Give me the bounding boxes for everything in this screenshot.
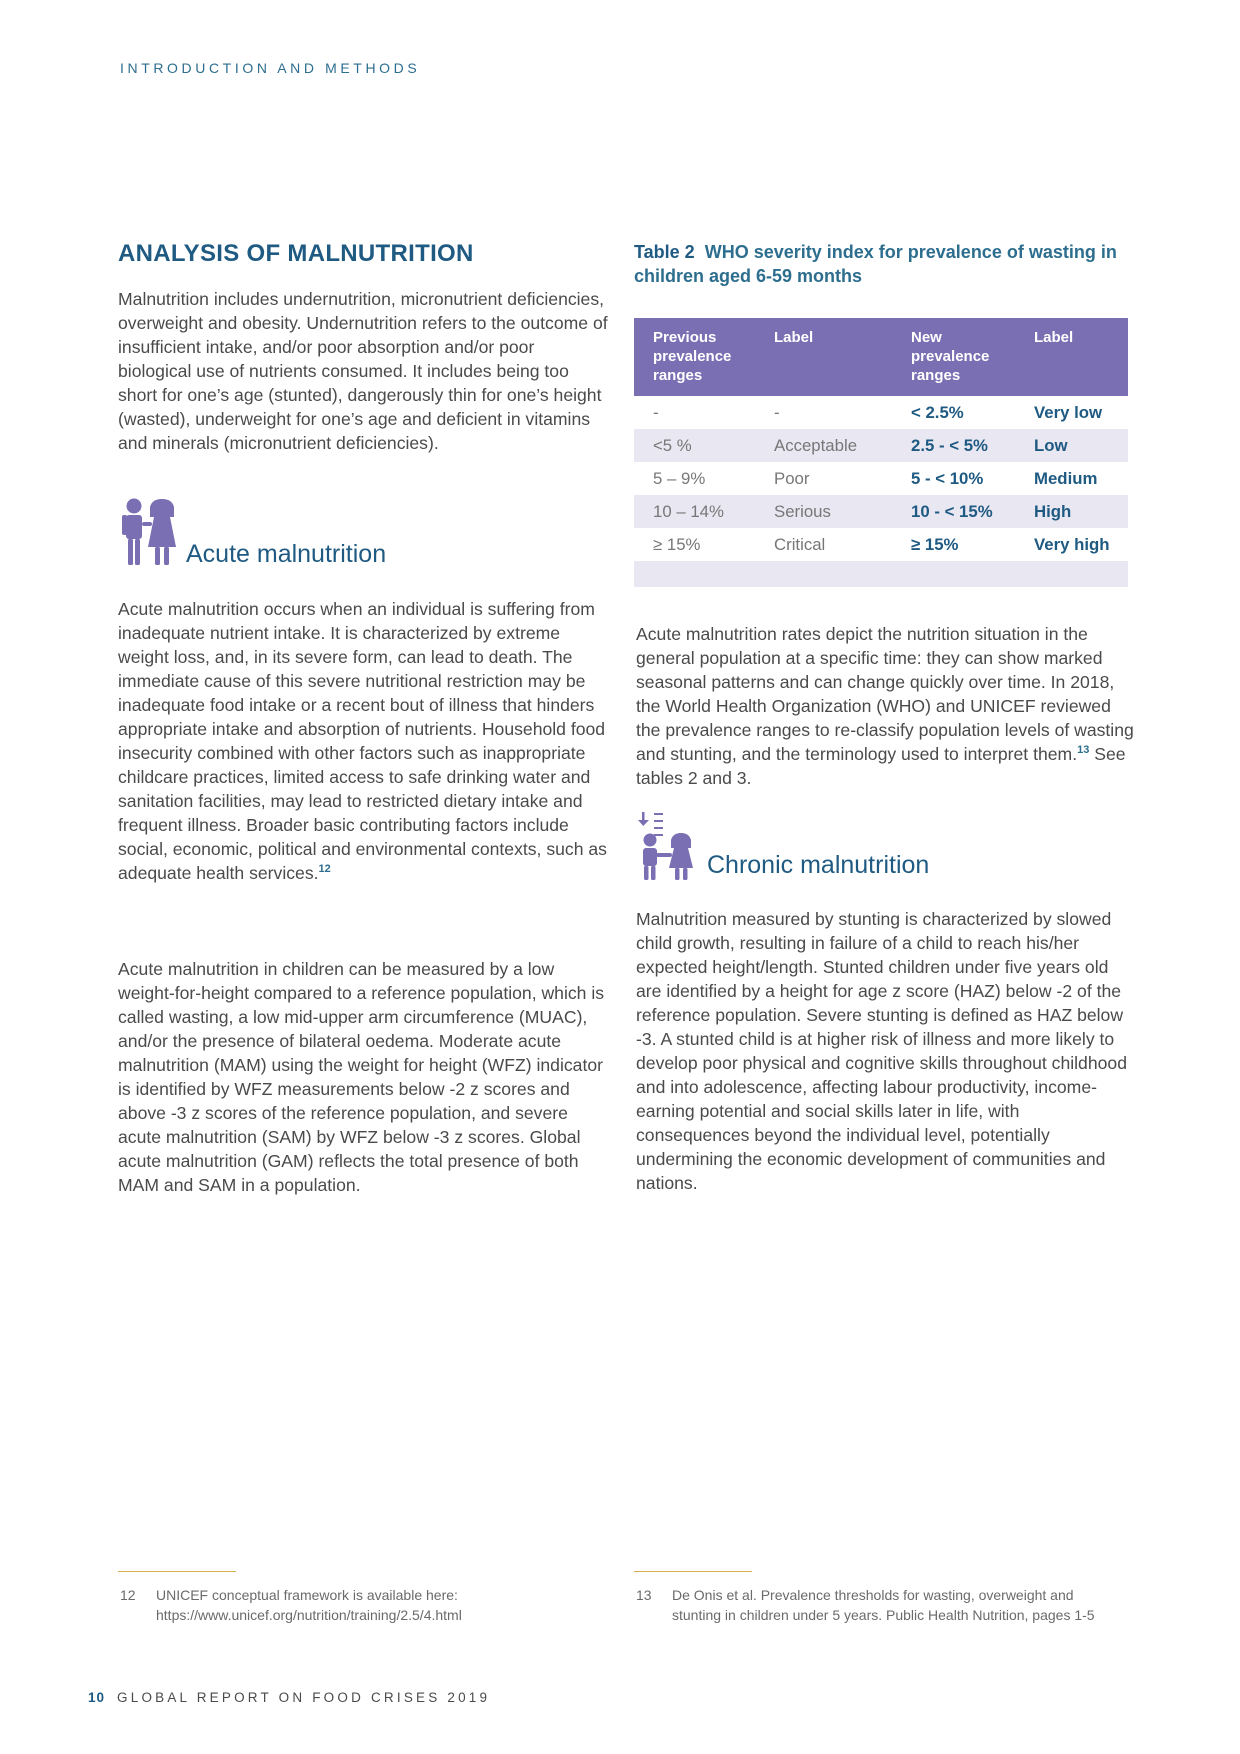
table-footer-row — [634, 561, 1128, 587]
table-caption: WHO severity index for prevalence of wasting in children aged 6-59 months — [634, 242, 1117, 286]
footnote-rule-left — [118, 1571, 236, 1572]
col-header-label: Label — [755, 318, 892, 396]
running-head: INTRODUCTION AND METHODS — [120, 60, 421, 76]
cell-label: Poor — [774, 468, 810, 488]
page-footer — [88, 1690, 490, 1705]
cell-label-2: Medium — [1034, 468, 1098, 488]
page-number: 10 — [88, 1690, 106, 1705]
cell-new: ≥ 15% — [911, 534, 959, 554]
cell-previous: - — [653, 402, 659, 422]
footnote-13 — [636, 1585, 1126, 1625]
table-row — [634, 495, 1128, 528]
footnote-text: De Onis et al. Prevalence thresholds for wasting, overweight and stunting in children under 5 years. Public Health Nutrition, pages 1-5 — [672, 1587, 1095, 1623]
cell-previous: ≥ 15% — [653, 534, 701, 554]
col-header-previous: Previous prevalence ranges — [634, 318, 755, 396]
cell-previous: <5 % — [634, 429, 755, 462]
cell-label-2: High — [1015, 495, 1128, 528]
intro-paragraph: Malnutrition includes undernutrition, micronutrient deficiencies, overweight and obesity. Undernutrition refers to the outcome of insufficient intake, and/or poor absorption and/or poor biological use of nutrients consumed. It includes being too short for one’s age (stunted), dangerously thin for one’s height (wasted), underweight for one’s age and deficient in vitamins and minerals (micronutrient deficiencies). — [118, 289, 608, 453]
col-header-new: New prevalence ranges — [892, 318, 1015, 396]
footnote-number: 12 — [120, 1587, 136, 1603]
cell-new: < 2.5% — [911, 402, 964, 422]
severity-table — [634, 318, 1128, 587]
cell-label: Acceptable — [755, 429, 892, 462]
footnote-number: 13 — [636, 1587, 652, 1603]
publication-title: GLOBAL REPORT ON FOOD CRISES 2019 — [117, 1690, 491, 1705]
chronic-paragraph: Malnutrition measured by stunting is characterized by slowed child growth, resulting in failure of a child to reach his/her expected height/length. Stunted children under five years old are identified by a height for age z score (HAZ) below -2 of the reference population. Severe stunting is defined as HAZ below -3. A stunted child is at higher risk of illness and more likely to develop poor physical and cognitive skills throughout childhood and into adolescence, affecting labour productivity, income-earning potential and social skills later in life, with consequences beyond the individual level, potentially undermining the economic development of communities and nations. — [636, 909, 1127, 1193]
children-icon — [118, 497, 180, 574]
acute-paragraph-1 — [118, 597, 614, 885]
cell-new: 2.5 - < 5% — [892, 429, 1015, 462]
cell-new: 5 - < 10% — [911, 468, 984, 488]
table-header-row — [634, 318, 1128, 396]
cell-label-2: Low — [1015, 429, 1128, 462]
table-row — [634, 528, 1128, 561]
footnote-12 — [120, 1585, 610, 1625]
cell-previous: 5 – 9% — [653, 468, 706, 488]
footnote-ref-12[interactable]: 12 — [318, 863, 331, 876]
table-row — [634, 429, 1128, 462]
footnote-rule-right — [634, 1571, 752, 1572]
table-number: Table 2 — [634, 242, 695, 262]
cell-label-2: Very high — [1034, 534, 1110, 554]
acute-paragraph-1-text: Acute malnutrition occurs when an individual is suffering from inadequate nutrient intake. It is characterized by extreme weight loss, and, in its severe form, can lead to death. The immediate cause of this severe nutritional restriction may be inadequate food intake or a recent bout of illness that hinders appropriate intake and absorption of nutrients. Household food insecurity combined with other factors such as inappropriate childcare practices, limited access to safe drinking water and sanitation facilities, may lead to restricted dietary intake and frequent illness. Broader basic contributing factors include social, economic, political and environmental contexts, such as adequate health services. — [118, 599, 607, 883]
acute-rates-tail: See tables 2 and 3. — [636, 744, 1126, 788]
table-row — [634, 462, 1128, 495]
cell-new: 10 - < 15% — [892, 495, 1015, 528]
table-footer-cell — [634, 561, 1128, 587]
children-height-icon — [638, 812, 704, 887]
cell-label: Critical — [774, 534, 826, 554]
cell-label: Serious — [755, 495, 892, 528]
section-title: ANALYSIS OF MALNUTRITION — [118, 240, 474, 267]
acute-subhead: Acute malnutrition — [186, 540, 387, 568]
col-header-label-2: Label — [1015, 318, 1128, 396]
acute-rates-text: Acute malnutrition rates depict the nutrition situation in the general population at a specific time: they can show marked seasonal patterns and can change quickly over time. In 2018, the World Health Organization (WHO) and UNICEF reviewed the prevalence ranges to re-classify population levels of wasting and stunting, and the terminology used to interpret them. — [636, 624, 1134, 764]
cell-previous: 10 – 14% — [634, 495, 755, 528]
cell-label-2: Very low — [1034, 402, 1103, 422]
table-row — [634, 396, 1128, 429]
table-title — [634, 240, 1134, 288]
footnote-text: UNICEF conceptual framework is available here: https://www.unicef.org/nutrition/training/2.5/4.html — [156, 1587, 462, 1623]
acute-rates-paragraph — [636, 622, 1136, 790]
acute-paragraph-2: Acute malnutrition in children can be measured by a low weight-for-height compared to a reference population, which is called wasting, a low mid-upper arm circumference (MUAC), and/or the presence of bilateral oedema. Moderate acute malnutrition (MAM) using the weight for height (WFZ) indicator is identified by WFZ measurements below -2 z scores and above -3 z scores of the reference population, and severe acute malnutrition (SAM) by WFZ below -3 z scores. Global acute malnutrition (GAM) reflects the total presence of both MAM and SAM in a population. — [118, 959, 605, 1195]
cell-label: - — [774, 402, 780, 422]
footnote-ref-13[interactable]: 13 — [1077, 744, 1090, 757]
chronic-subhead: Chronic malnutrition — [707, 851, 930, 879]
